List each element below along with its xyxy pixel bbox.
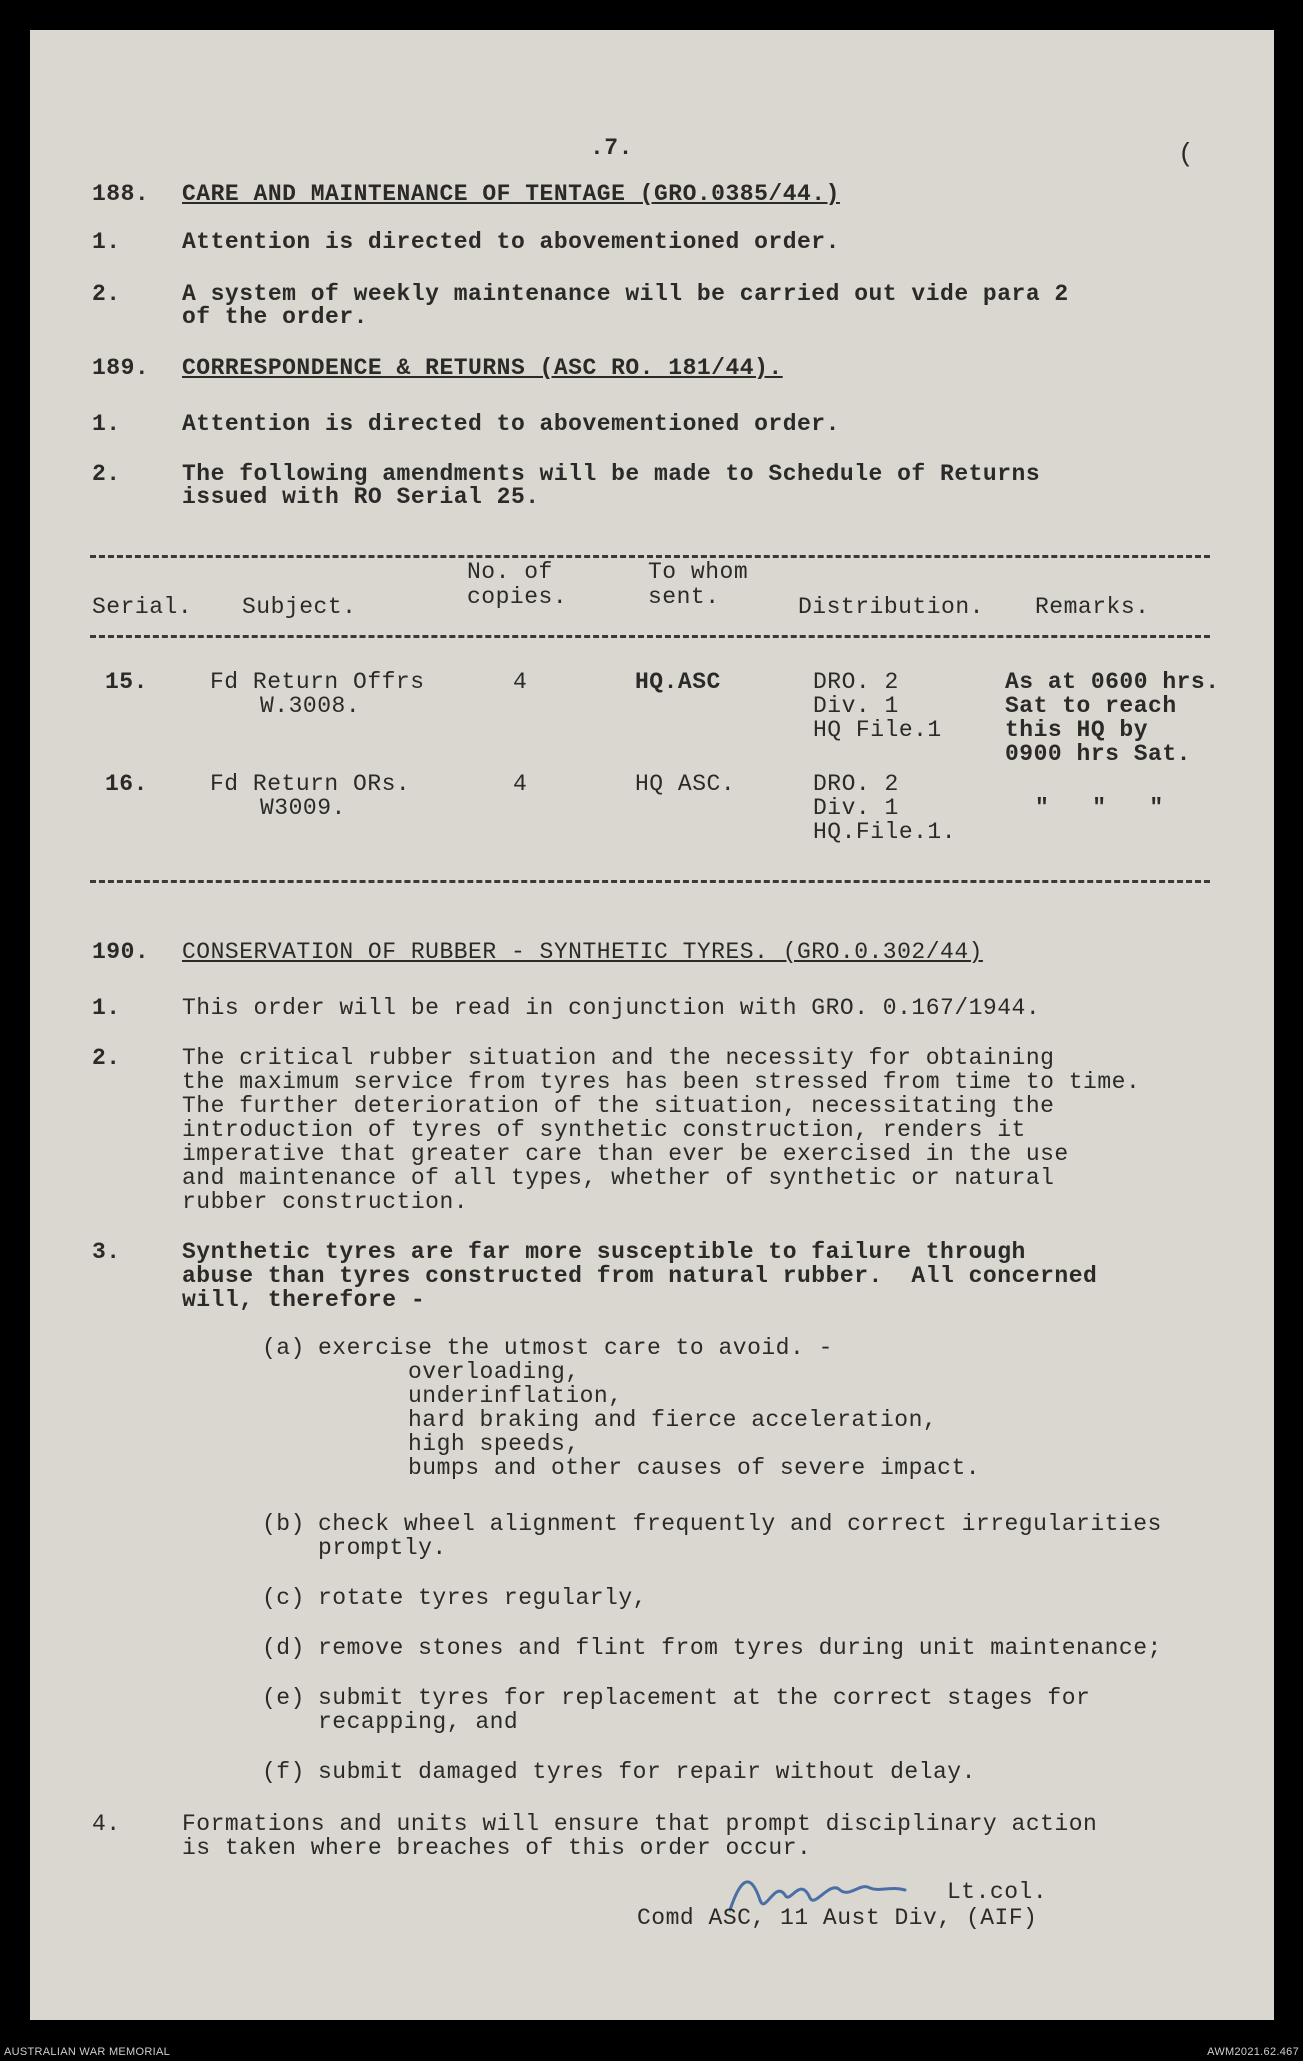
section-190-para-1-line: This order will be read in conjunction with GRO. 0.167/1944. <box>182 995 1041 1021</box>
header-sent-l1: To whom <box>648 559 749 585</box>
header-distribution: Distribution. <box>798 594 984 620</box>
item-a-sub: underinflation, <box>408 1383 623 1409</box>
row-16-subject: W3009. <box>260 795 346 821</box>
row-15-remarks: Sat to reach <box>1005 693 1177 719</box>
section-190-para-2-line: and maintenance of all types, whether of synthetic or natural <box>182 1165 1055 1191</box>
section-188-title: CARE AND MAINTENANCE OF TENTAGE (GRO.0385/44.) <box>182 181 840 207</box>
row-15-distribution: HQ File.1 <box>813 717 942 743</box>
section-189-para-2-line: The following amendments will be made to Schedule of Returns <box>182 461 1041 487</box>
row-15-subject: Fd Return Offrs <box>210 669 425 695</box>
row-16-distribution: HQ.File.1. <box>813 819 957 845</box>
table-bottom-rule <box>90 880 1210 883</box>
header-sent-l2: sent. <box>648 584 720 610</box>
item-d-label: (d) <box>262 1635 305 1661</box>
item-a-sub: hard braking and fierce acceleration, <box>408 1407 938 1433</box>
row-16-distribution: Div. 1 <box>813 795 899 821</box>
section-189-para-2-number: 2. <box>92 461 121 487</box>
section-190-para-4-line: is taken where breaches of this order occur. <box>182 1835 812 1861</box>
signature-unit: Comd ASC, 11 Aust Div, (AIF) <box>637 1905 1038 1931</box>
row-16-distribution: DRO. 2 <box>813 771 899 797</box>
item-e-label: (e) <box>262 1685 305 1711</box>
row-15-remarks: As at 0600 hrs. <box>1005 669 1220 695</box>
section-188-para-2-number: 2. <box>92 281 121 307</box>
row-16-remarks: " " " <box>1035 795 1164 821</box>
section-188-para-1-number: 1. <box>92 229 121 255</box>
section-188-number: 188. <box>92 181 150 207</box>
section-190-para-4-number: 4. <box>92 1811 121 1837</box>
row-15-distribution: Div. 1 <box>813 693 899 719</box>
section-190-para-3-line: abuse than tyres constructed from natural rubber. All concerned <box>182 1263 1098 1289</box>
item-a-sub: high speeds, <box>408 1431 580 1457</box>
row-16-subject: Fd Return ORs. <box>210 771 411 797</box>
footer-left: AUSTRALIAN WAR MEMORIAL <box>4 2046 171 2058</box>
row-16-serial: 16. <box>105 771 148 797</box>
item-b-line: promptly. <box>318 1535 447 1561</box>
item-d-line: remove stones and flint from tyres during unit maintenance; <box>318 1635 1162 1661</box>
item-e-line: recapping, and <box>318 1709 519 1735</box>
section-188-para-1-line: Attention is directed to abovementioned order. <box>182 229 840 255</box>
item-a-label: (a) <box>262 1335 305 1361</box>
item-a-line: exercise the utmost care to avoid. - <box>318 1335 833 1361</box>
footer-right: AWM2021.62.467 <box>1207 2046 1299 2058</box>
section-188-para-2-line: of the order. <box>182 304 368 330</box>
item-a-sub: overloading, <box>408 1359 580 1385</box>
section-190-para-3-line: Synthetic tyres are far more susceptible to failure through <box>182 1239 1026 1265</box>
section-190-para-3-number: 3. <box>92 1239 121 1265</box>
section-190-para-2-line: rubber construction. <box>182 1189 469 1215</box>
table-header-rule <box>90 635 1210 638</box>
row-15-subject: W.3008. <box>260 693 361 719</box>
document-page <box>30 30 1274 2020</box>
section-190-title: CONSERVATION OF RUBBER - SYNTHETIC TYRES. (GRO.0.302/44) <box>182 939 983 965</box>
section-190-para-4-line: Formations and units will ensure that prompt disciplinary action <box>182 1811 1098 1837</box>
item-a-sub: bumps and other causes of severe impact. <box>408 1455 981 1481</box>
section-188-para-2-line: A system of weekly maintenance will be carried out vide para 2 <box>182 281 1069 307</box>
row-15-remarks: 0900 hrs Sat. <box>1005 741 1191 767</box>
section-190-para-2-number: 2. <box>92 1045 121 1071</box>
item-b-line: check wheel alignment frequently and correct irregularities <box>318 1511 1162 1537</box>
margin-mark: ( <box>1178 139 1195 169</box>
row-16-copies: 4 <box>513 771 528 797</box>
section-190-para-2-line: imperative that greater care than ever be exercised in the use <box>182 1141 1069 1167</box>
item-c-label: (c) <box>262 1585 305 1611</box>
item-c-line: rotate tyres regularly, <box>318 1585 647 1611</box>
table-top-rule <box>90 555 1210 558</box>
header-serial: Serial. <box>92 594 193 620</box>
section-190-para-2-line: The critical rubber situation and the necessity for obtaining <box>182 1045 1055 1071</box>
section-189-para-1-line: Attention is directed to abovementioned order. <box>182 411 840 437</box>
section-190-para-1-number: 1. <box>92 995 121 1021</box>
section-189-title: CORRESPONDENCE & RETURNS (ASC RO. 181/44). <box>182 355 783 381</box>
header-copies-l1: No. of <box>467 559 553 585</box>
row-15-sent: HQ.ASC <box>635 669 721 695</box>
section-189-para-1-number: 1. <box>92 411 121 437</box>
item-b-label: (b) <box>262 1511 305 1537</box>
header-subject: Subject. <box>242 594 357 620</box>
row-16-sent: HQ ASC. <box>635 771 736 797</box>
signature-rank: Lt.col. <box>947 1879 1048 1905</box>
row-15-remarks: this HQ by <box>1005 717 1149 743</box>
section-190-para-2-line: the maximum service from tyres has been stressed from time to time. <box>182 1069 1141 1095</box>
item-f-label: (f) <box>262 1759 305 1785</box>
header-copies-l2: copies. <box>467 584 568 610</box>
item-f-line: submit damaged tyres for repair without delay. <box>318 1759 976 1785</box>
section-190-number: 190. <box>92 939 150 965</box>
row-15-copies: 4 <box>513 669 528 695</box>
row-15-distribution: DRO. 2 <box>813 669 899 695</box>
section-190-para-3-line: will, therefore - <box>182 1287 426 1313</box>
section-190-para-2-line: introduction of tyres of synthetic construction, renders it <box>182 1117 1026 1143</box>
section-189-number: 189. <box>92 355 150 381</box>
section-189-para-2-line: issued with RO Serial 25. <box>182 484 540 510</box>
row-15-serial: 15. <box>105 669 148 695</box>
item-e-line: submit tyres for replacement at the correct stages for <box>318 1685 1091 1711</box>
header-remarks: Remarks. <box>1035 594 1150 620</box>
page-number: .7. <box>590 135 633 161</box>
section-190-para-2-line: The further deterioration of the situation, necessitating the <box>182 1093 1055 1119</box>
